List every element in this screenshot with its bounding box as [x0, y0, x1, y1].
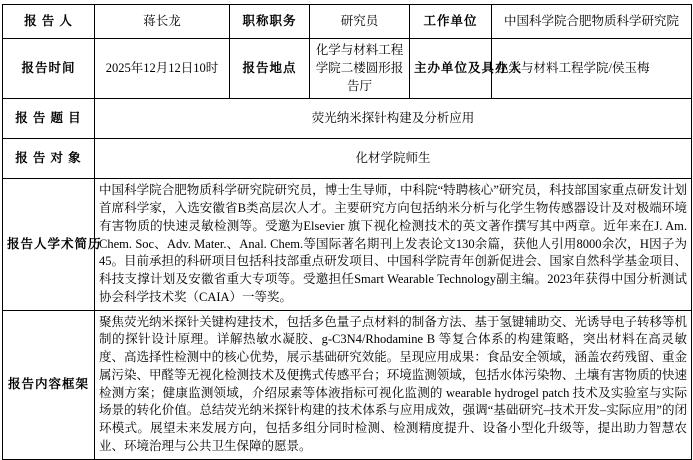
job-title-value: 研究员 [310, 5, 410, 39]
host-unit-value: 化学与材料工程学院/侯玉梅 [492, 39, 692, 99]
job-title-label: 职称职务 [230, 5, 310, 39]
content-label: 报告内容框架 [3, 310, 95, 459]
work-unit-value: 中国科学院合肥物质科学研究院 [492, 5, 692, 39]
bio-label [3, 179, 102, 310]
report-topic-value: 荧光纳米探针构建及分析应用 [95, 99, 692, 139]
table-row [3, 99, 692, 139]
bio-label-line1: 报告人学术简历 [7, 236, 102, 251]
audience-value: 化材学院师生 [95, 139, 692, 179]
table-row [3, 5, 692, 39]
reporter-value: 蒋长龙 [95, 5, 230, 39]
table-row [3, 310, 692, 459]
table-row [3, 179, 692, 310]
host-unit-label: 主办单位及具办人 [410, 39, 492, 99]
report-place-value: 化学与材料工程学院二楼圆形报告厅 [310, 39, 410, 99]
table-row [3, 39, 692, 99]
table-row [3, 139, 692, 179]
report-time-value: 2025年12月12日10时 [95, 39, 230, 99]
bio-value: 中国科学院合肥物质科学研究院研究员，博士生导师，中科院“特聘核心”研究员，科技部国家重点研发计划首席科学家，入选安徽省B类高层次人才。主要研究方向包括纳米分析与化学生物传感器设计及对极端环境有害物质的快速灵敏检测等。受邀为Elsevier 旗下视化检测技术的英文著作撰写其中两章。近年来在J. Am. Chem. Soc、Adv. Mater.、Anal. Chem.等国际著名期刊上发表论文130余篇，获他人引用8000余次，H因子为45。目前承担的科研项目包括科技部重点研发项目、中国科学院青年创新促进会、国家自然科学基金项目、科技支撑计划及安徽省重大专项等。受邀担任Smart Wearable Technology副主编。2023年获得中国分析测试协会科学技术奖（CAIA）一等奖。 [95, 179, 692, 310]
report-info-table [2, 4, 692, 460]
audience-label: 报 告 对 象 [3, 139, 95, 179]
report-time-label: 报告时间 [3, 39, 95, 99]
report-place-label: 报告地点 [230, 39, 310, 99]
report-topic-label: 报 告 题 目 [3, 99, 95, 139]
content-value: 聚焦荧光纳米探针关键构建技术，包括多色量子点材料的制备方法、基于氢键辅助交、光诱导电子转移等机制的探针设计原理。详解热敏水凝胶、g-C3N4/Rhodamine B 等复合体系的构建策略，突出材料在高灵敏度、高选择性检测中的核心优势，展示基础研究效能。呈现应用成果：食品安全领域，涵盖农药残留、重金属污染、甲醛等无视化检测技术及便携式传感平台；环境监测领域，包括水体污染物、土壤有害物质的快速检测方案；健康监测领域，介绍尿素等体液指标可视化监测的 wearable hydrogel patch 技术及实验室与实际场景的转化价值。总结荧光纳米探针构建的技术体系与应用成效，强调“基础研究–技术开发–实际应用”的闭环模式。展望未来发展方向，包括多组分同时检测、检测精度提升、设备小型化升级等，提出助力智慧农业、环境治理与公共卫生保障的愿景。 [95, 310, 692, 459]
work-unit-label: 工作单位 [410, 5, 492, 39]
reporter-label: 报 告 人 [3, 5, 95, 39]
